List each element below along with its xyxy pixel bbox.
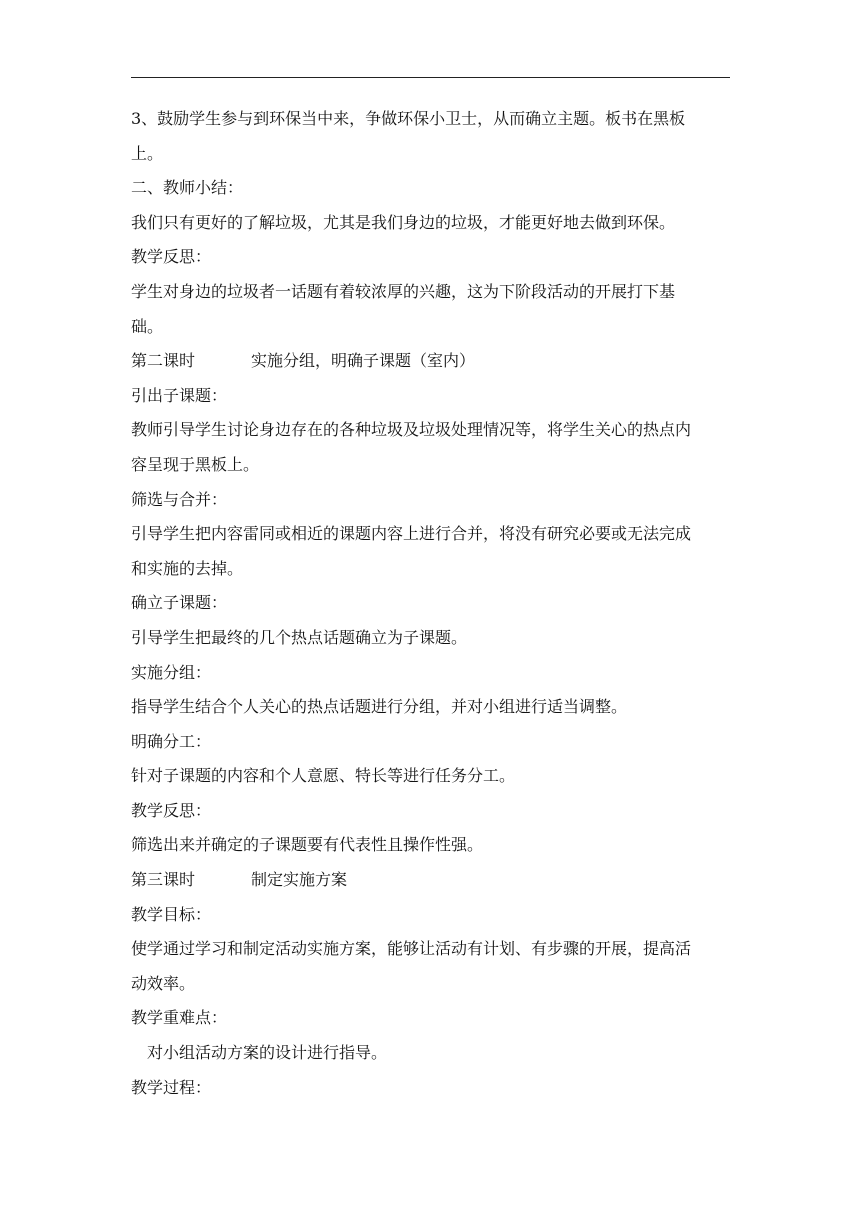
section-heading: 实施分组： [131,662,212,682]
body-line: 动效率。 [131,973,196,993]
section-heading: 教学重难点： [131,1008,228,1028]
body-line: 学生对身边的垃圾者一话题有着较浓厚的兴趣，这为下阶段活动的开展打下基 [131,281,676,301]
section-heading: 教学目标： [131,904,212,924]
document-body [131,102,731,1105]
section-heading: 教学反思： [131,247,212,267]
section-heading: 筛选与合并： [131,489,228,509]
body-line: 我们只有更好的了解垃圾，尤其是我们身边的垃圾，才能更好地去做到环保。 [131,212,676,232]
body-line: 教师引导学生讨论身边存在的各种垃圾及垃圾处理情况等，将学生关心的热点内 [131,420,692,440]
body-line: 针对子课题的内容和个人意愿、特长等进行任务分工。 [131,766,516,786]
body-line: 上。 [131,143,164,163]
section-heading: 明确分工： [131,731,212,751]
lesson-number: 第二课时 [131,351,196,371]
lesson-number: 第三课时 [131,870,196,890]
header-rule [131,77,730,78]
body-line: 3、鼓励学生参与到环保当中来，争做环保小卫士，从而确立主题。板书在黑板 [131,109,686,128]
body-line: 引导学生把内容雷同或相近的课题内容上进行合并，将没有研究必要或无法完成 [131,524,692,544]
lesson-title: 实施分组，明确子课题（室内） [251,351,476,371]
section-heading: 教学过程： [131,1077,212,1097]
body-line: 指导学生结合个人关心的热点话题进行分组，并对小组进行适当调整。 [131,697,628,717]
body-line: 础。 [131,316,164,336]
section-heading: 二、教师小结： [131,178,244,198]
lesson-title: 制定实施方案 [251,870,348,890]
body-line: 筛选出来并确定的子课题要有代表性且操作性强。 [131,835,484,855]
section-heading: 确立子课题： [131,593,228,613]
body-line: 和实施的去掉。 [131,558,244,578]
body-line: 容呈现于黑板上。 [131,454,260,474]
body-line: 使学通过学习和制定活动实施方案，能够让活动有计划、有步骤的开展，提高活 [131,939,692,959]
body-line: 引导学生把最终的几个热点话题确立为子课题。 [131,627,468,647]
section-heading: 教学反思： [131,800,212,820]
lesson-heading [131,344,731,379]
body-line: 对小组活动方案的设计进行指导。 [147,1043,388,1063]
lesson-heading [131,863,731,898]
section-heading: 引出子课题： [131,385,228,405]
